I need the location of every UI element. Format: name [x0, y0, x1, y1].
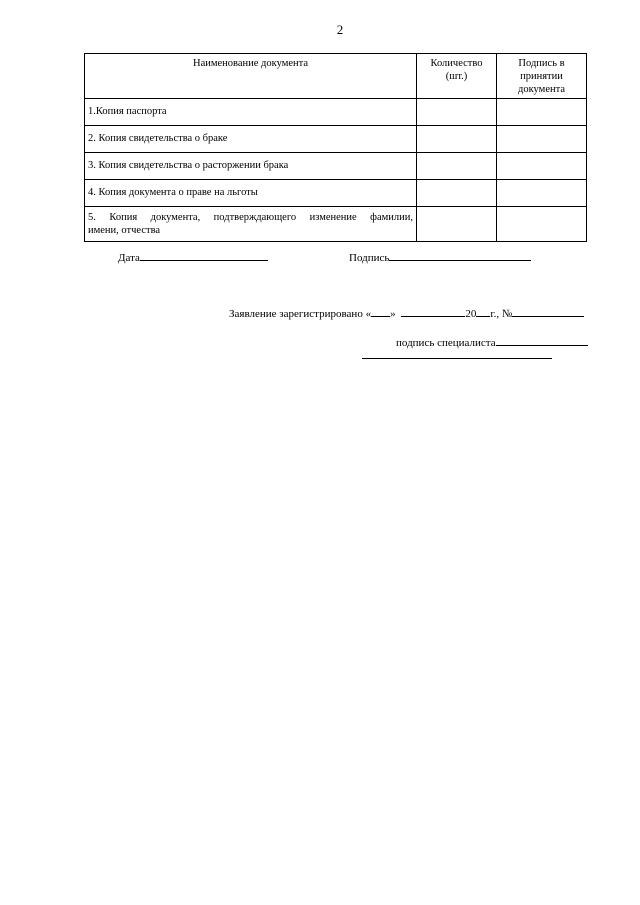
date-field — [118, 251, 268, 264]
row-document-name: 4. Копия документа о праве на льготы — [85, 180, 417, 207]
specialist-blank[interactable] — [496, 336, 588, 346]
row-document-name: 1.Копия паспорта — [85, 99, 417, 126]
row-signature-cell[interactable] — [497, 207, 587, 242]
page-number: 2 — [336, 22, 344, 37]
header-quantity — [417, 54, 497, 99]
header-signature — [497, 54, 587, 99]
registration-line — [229, 307, 584, 320]
table-header-row — [85, 54, 587, 99]
registration-prefix: Заявление зарегистрировано « — [229, 308, 372, 320]
specialist-name-line[interactable] — [362, 358, 552, 359]
row-quantity-cell[interactable] — [417, 126, 497, 153]
row-signature-cell[interactable] — [497, 153, 587, 180]
row-document-name-line2: имени, отчества — [88, 225, 161, 236]
registration-day-blank[interactable] — [371, 307, 390, 317]
registration-year-prefix: 20 — [465, 308, 477, 320]
registration-year-blank[interactable] — [476, 307, 490, 317]
header-signature-line3: документа — [518, 84, 565, 95]
table-row — [85, 99, 587, 126]
row-document-name — [85, 207, 417, 242]
row-document-name: 2. Копия свидетельства о браке — [85, 126, 417, 153]
signature-field — [349, 251, 531, 264]
row-quantity-cell[interactable] — [417, 207, 497, 242]
table-row — [85, 153, 587, 180]
table-row — [85, 207, 587, 242]
registration-number-blank[interactable] — [512, 307, 584, 317]
documents-table — [84, 53, 587, 242]
row-signature-cell[interactable] — [497, 126, 587, 153]
header-quantity-line1: Количество — [430, 58, 483, 69]
specialist-signature-field — [396, 336, 588, 349]
registration-quote-close: » — [390, 308, 396, 320]
row-quantity-cell[interactable] — [417, 153, 497, 180]
date-label: Дата — [118, 252, 140, 264]
header-signature-line2: принятии — [520, 71, 563, 82]
registration-month-blank[interactable] — [401, 307, 465, 317]
table-row — [85, 180, 587, 207]
table-row — [85, 126, 587, 153]
row-document-name: 3. Копия свидетельства о расторжении брака — [85, 153, 417, 180]
registration-year-suffix: г., № — [490, 308, 513, 320]
date-blank[interactable] — [140, 251, 268, 261]
header-signature-line1: Подпись в — [518, 58, 565, 69]
signature-blank[interactable] — [389, 251, 531, 261]
signature-label: Подпись — [349, 252, 390, 264]
header-document-name: Наименование документа — [85, 54, 417, 99]
row-signature-cell[interactable] — [497, 99, 587, 126]
row-quantity-cell[interactable] — [417, 180, 497, 207]
row-signature-cell[interactable] — [497, 180, 587, 207]
specialist-label: подпись специалиста — [396, 337, 496, 349]
row-document-name-line1: 5. Копия документа, подтверждающего изменение фамилии, — [88, 212, 413, 223]
header-quantity-line2: (шт.) — [445, 71, 468, 82]
row-quantity-cell[interactable] — [417, 99, 497, 126]
